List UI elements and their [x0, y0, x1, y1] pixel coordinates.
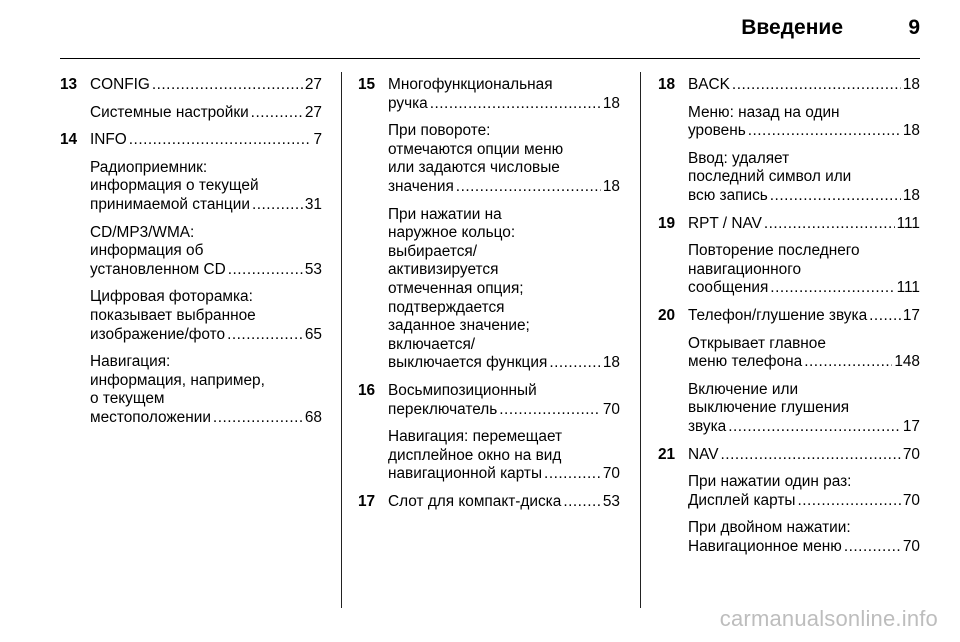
leader-text: всю запись: [688, 186, 768, 204]
leader-line: [90, 196, 322, 215]
description-line: отмеченная опция;: [388, 279, 524, 297]
leader-text: NAV: [688, 445, 719, 463]
leader-line: [688, 353, 920, 372]
description-line: выключение глушения: [688, 399, 850, 417]
leader-text: ручка: [388, 94, 428, 112]
leader-text: Системные настройки: [90, 103, 249, 121]
page-reference: 111: [896, 279, 920, 297]
page-reference: 18: [602, 177, 620, 195]
leader-text: Навигационное меню: [688, 537, 842, 555]
leader-dots: [456, 178, 601, 197]
page-reference: 148: [894, 353, 920, 371]
legend-number: 21: [658, 445, 676, 463]
description-line: Радиоприемник:: [90, 158, 208, 176]
leader-text: сообщения: [688, 279, 769, 297]
legend-description: [388, 382, 620, 419]
leader-line: [388, 465, 620, 484]
leader-line: [688, 187, 920, 206]
column-2: [358, 76, 620, 520]
leader-dots: [728, 418, 901, 437]
leader-line: [388, 354, 620, 373]
description-line: Навигация: перемещает: [388, 428, 563, 446]
leader-line: [90, 104, 322, 123]
leader-dots: [499, 401, 601, 420]
page-title: Введение: [741, 16, 843, 39]
page-reference: 27: [304, 76, 322, 93]
legend-description: [90, 104, 322, 123]
leader-line: [688, 215, 920, 234]
leader-dots: [430, 95, 601, 114]
description-line: Многофункциональная: [388, 76, 553, 93]
description-line: Повторение последнего: [688, 242, 860, 260]
legend-description: [90, 288, 322, 344]
legend-number: 20: [658, 306, 676, 324]
legend-number: 19: [658, 214, 676, 232]
legend-description: [388, 206, 620, 373]
legend-description: [90, 76, 322, 95]
leader-text: CONFIG: [90, 76, 150, 93]
leader-dots: [252, 196, 303, 215]
leader-text: Дисплей карты: [688, 491, 796, 509]
page-reference: 70: [602, 400, 620, 418]
leader-dots: [770, 279, 894, 298]
leader-line: [388, 95, 620, 114]
leader-dots: [251, 104, 303, 123]
legend-description: [388, 493, 620, 512]
legend-description: [688, 76, 920, 95]
description-line: наружное кольцо:: [388, 224, 516, 242]
legend-number: 15: [358, 76, 376, 93]
watermark: carmanualsonline.info: [719, 606, 938, 631]
description-line: или задаются числовые: [388, 159, 560, 177]
leader-dots: [213, 409, 303, 428]
legend-description: [688, 307, 920, 326]
description-line: информация об: [90, 242, 204, 260]
leader-dots: [804, 353, 892, 372]
description-line: навигационного: [688, 260, 802, 278]
leader-dots: [129, 131, 312, 150]
description-line: последний символ или: [688, 168, 852, 186]
legend-description: [90, 224, 322, 280]
legend-description: [688, 473, 920, 510]
leader-dots: [544, 465, 601, 484]
page-reference: 27: [304, 103, 322, 121]
legend-description: [688, 519, 920, 556]
description-line: При повороте:: [388, 122, 491, 140]
leader-text: INFO: [90, 131, 127, 149]
leader-dots: [228, 261, 303, 280]
description-line: отмечаются опции меню: [388, 140, 564, 158]
leader-dots: [152, 76, 303, 95]
leader-line: [90, 409, 322, 428]
leader-dots: [844, 538, 901, 557]
leader-line: [688, 307, 920, 326]
description-line: CD/MP3/WMA:: [90, 223, 195, 241]
description-line: показывает выбранное: [90, 306, 256, 324]
legend-description: [688, 215, 920, 234]
legend-description: [688, 446, 920, 465]
page-reference: 31: [304, 195, 322, 213]
description-line: заданное значение;: [388, 317, 530, 335]
legend-description: [388, 122, 620, 196]
leader-line: [388, 401, 620, 420]
legend-entry: [658, 307, 920, 437]
column-1: [60, 76, 322, 437]
leader-line: [90, 326, 322, 345]
leader-line: [688, 538, 920, 557]
description-line: дисплейное окно на вид: [388, 446, 562, 464]
description-line: Восьмипозиционный: [388, 381, 537, 399]
leader-line: [90, 76, 322, 95]
page-reference: 7: [313, 131, 322, 149]
page-header: [60, 0, 920, 59]
legend-description: [688, 150, 920, 206]
description-line: Навигация:: [90, 353, 171, 371]
legend-number: 17: [358, 492, 376, 510]
column-3: [658, 76, 920, 565]
page-reference: 70: [902, 491, 920, 509]
description-line: информация, например,: [90, 371, 265, 389]
legend-entry: [358, 493, 620, 512]
leader-text: RPT / NAV: [688, 214, 762, 232]
leader-text: значения: [388, 177, 454, 195]
leader-line: [688, 492, 920, 511]
leader-text: выключается функция: [388, 354, 548, 372]
description-line: подтверждается: [388, 298, 505, 316]
leader-text: местоположении: [90, 408, 211, 426]
leader-line: [688, 418, 920, 437]
leader-text: меню телефона: [688, 353, 803, 371]
leader-text: навигационной карты: [388, 465, 543, 483]
legend-number: 16: [358, 381, 376, 399]
leader-text: звука: [688, 417, 727, 435]
leader-text: Слот для компакт-диска: [388, 492, 562, 510]
description-line: Включение или: [688, 380, 799, 398]
page-reference: 53: [602, 492, 620, 510]
legend-description: [688, 381, 920, 437]
page-reference: 18: [902, 186, 920, 204]
legend-entry: [358, 76, 620, 373]
legend-entry: [60, 131, 322, 427]
leader-text: переключатель: [388, 400, 498, 418]
legend-entry: [358, 382, 620, 484]
leader-dots: [721, 446, 901, 465]
description-line: Цифровая фоторамка:: [90, 288, 253, 306]
page-reference: 18: [902, 76, 920, 93]
leader-line: [688, 122, 920, 141]
leader-dots: [764, 215, 895, 234]
leader-line: [388, 493, 620, 512]
leader-text: уровень: [688, 122, 746, 140]
column-divider-2: [640, 72, 641, 608]
page-reference: 17: [902, 417, 920, 435]
page-reference: 70: [902, 445, 920, 463]
page-reference: 70: [602, 465, 620, 483]
leader-dots: [549, 354, 601, 373]
page-reference: 65: [304, 325, 322, 343]
description-line: Открывает главное: [688, 334, 826, 352]
page-reference: 18: [602, 94, 620, 112]
column-divider-1: [341, 72, 342, 608]
description-line: активизируется: [388, 261, 499, 279]
leader-text: изображение/фото: [90, 325, 226, 343]
leader-dots: [563, 493, 601, 512]
description-line: выбирается/: [388, 242, 477, 260]
legend-number: 18: [658, 76, 676, 93]
description-line: о текущем: [90, 390, 165, 408]
leader-dots: [869, 307, 901, 326]
legend-description: [688, 335, 920, 372]
leader-line: [90, 261, 322, 280]
leader-dots: [797, 492, 900, 511]
page-reference: 111: [896, 214, 920, 232]
description-line: При нажатии один раз:: [688, 473, 852, 491]
leader-dots: [748, 122, 901, 141]
leader-dots: [732, 76, 901, 95]
legend-entry: [658, 215, 920, 298]
description-line: включается/: [388, 335, 476, 353]
legend-description: [90, 353, 322, 427]
legend-entry: [60, 76, 322, 122]
legend-description: [688, 104, 920, 141]
leader-line: [688, 446, 920, 465]
description-line: информация о текущей: [90, 177, 259, 195]
description-line: При двойном нажатии:: [688, 519, 851, 537]
legend-description: [90, 131, 322, 150]
leader-line: [90, 131, 322, 150]
legend-description: [90, 159, 322, 215]
leader-text: принимаемой станции: [90, 195, 250, 213]
leader-dots: [770, 187, 901, 206]
page-reference: 70: [902, 537, 920, 555]
legend-description: [388, 428, 620, 484]
leader-line: [688, 279, 920, 298]
leader-line: [688, 76, 920, 95]
description-line: Меню: назад на один: [688, 103, 840, 121]
legend-number: 13: [60, 76, 78, 93]
legend-description: [688, 242, 920, 298]
legend-description: [388, 76, 620, 113]
legend-entry: [658, 76, 920, 206]
page-reference: 53: [304, 260, 322, 278]
description-line: Ввод: удаляет: [688, 149, 790, 167]
page-reference: 68: [304, 408, 322, 426]
leader-text: Телефон/глушение звука: [688, 306, 868, 324]
page-reference: 18: [902, 122, 920, 140]
leader-text: установленном CD: [90, 260, 226, 278]
leader-dots: [227, 326, 303, 345]
description-line: При нажатии на: [388, 205, 502, 223]
legend-entry: [658, 446, 920, 557]
leader-line: [388, 178, 620, 197]
page-reference: 18: [602, 354, 620, 372]
page-reference: 17: [902, 306, 920, 324]
leader-text: BACK: [688, 76, 730, 93]
page-number: 9: [908, 16, 920, 39]
legend-number: 14: [60, 131, 78, 149]
